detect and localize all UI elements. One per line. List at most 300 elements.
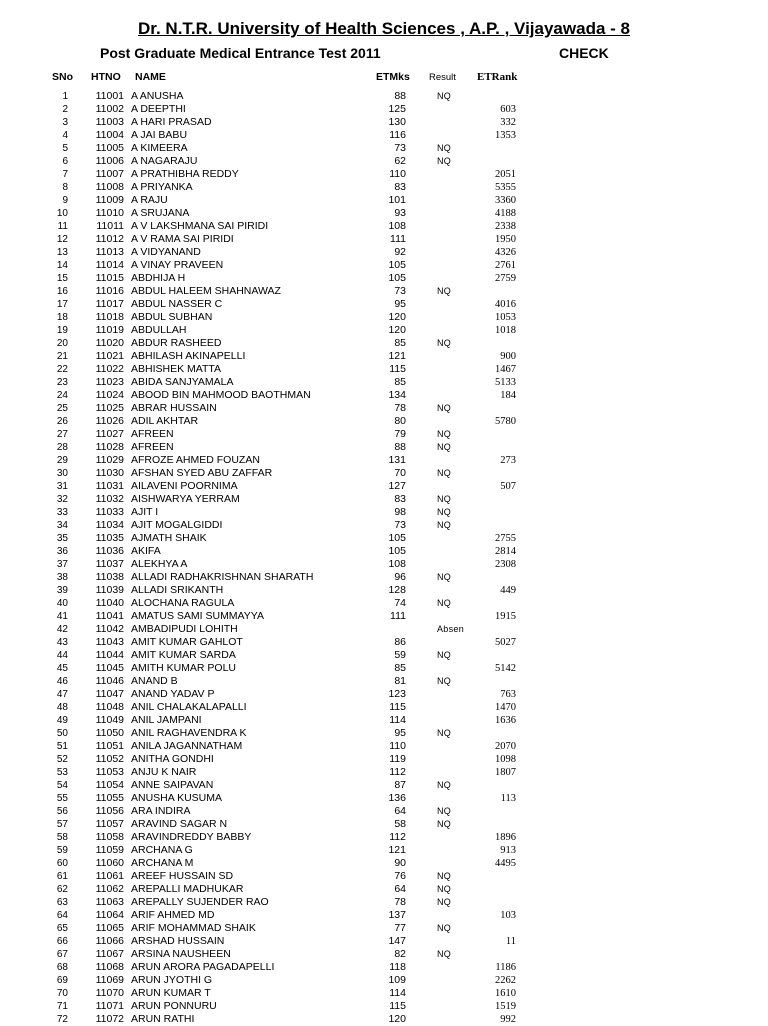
cell-etrank: 5027 (495, 637, 516, 648)
table-row (0, 493, 768, 506)
cell-etrank: 1519 (495, 1001, 516, 1012)
cell-sno: 29 (56, 455, 68, 466)
cell-sno: 24 (56, 390, 68, 401)
cell-sno: 9 (62, 195, 68, 206)
table-row (0, 142, 768, 155)
cell-name: ANAND YADAV P (131, 688, 215, 700)
university-title: Dr. N.T.R. University of Health Sciences , A.P. , Vijayawada - 8 (138, 19, 630, 38)
cell-etrank: 4188 (495, 208, 516, 219)
cell-htno: 11008 (95, 181, 124, 193)
cell-name: ABRAR HUSSAIN (131, 402, 217, 414)
cell-name: A VINAY PRAVEEN (131, 259, 224, 271)
cell-htno: 11010 (95, 207, 124, 219)
cell-sno: 63 (56, 897, 68, 908)
cell-etmks: 127 (388, 480, 406, 492)
cell-htno: 11047 (95, 688, 124, 700)
cell-sno: 68 (56, 962, 68, 973)
cell-htno: 11005 (95, 142, 124, 154)
cell-etmks: 79 (394, 428, 406, 440)
cell-sno: 53 (56, 767, 68, 778)
column-header-name: NAME (135, 71, 166, 83)
cell-htno: 11037 (95, 558, 124, 570)
cell-htno: 11053 (95, 766, 124, 778)
cell-sno: 49 (56, 715, 68, 726)
table-row (0, 935, 768, 948)
cell-etmks: 105 (388, 545, 406, 557)
cell-htno: 11023 (95, 376, 124, 388)
cell-htno: 11022 (95, 363, 124, 375)
cell-htno: 11031 (95, 480, 124, 492)
cell-sno: 38 (56, 572, 68, 583)
cell-name: A DEEPTHI (131, 103, 186, 115)
cell-etmks: 110 (389, 168, 406, 180)
cell-sno: 52 (56, 754, 68, 765)
cell-etmks: 130 (388, 116, 406, 128)
cell-sno: 54 (56, 780, 68, 791)
cell-etrank: 103 (500, 910, 516, 921)
cell-htno: 11071 (95, 1000, 124, 1012)
cell-etrank: 992 (500, 1014, 516, 1025)
table-row (0, 272, 768, 285)
cell-etmks: 111 (390, 610, 406, 622)
cell-name: ARAVIND SAGAR N (131, 818, 228, 830)
cell-etmks: 120 (388, 324, 406, 336)
cell-etmks: 77 (394, 922, 406, 934)
cell-etmks: 73 (394, 519, 406, 531)
cell-sno: 64 (56, 910, 68, 921)
cell-result: NQ (437, 468, 452, 478)
cell-result: NQ (437, 286, 452, 296)
cell-name: ABDHIJA H (131, 272, 186, 284)
cell-sno: 23 (56, 377, 68, 388)
cell-name: AJIT MOGALGIDDI (131, 519, 223, 531)
table-row (0, 688, 768, 701)
table-row (0, 155, 768, 168)
cell-etrank: 603 (500, 104, 516, 115)
cell-etmks: 137 (388, 909, 406, 921)
cell-sno: 47 (56, 689, 68, 700)
cell-etrank: 1807 (495, 767, 516, 778)
cell-name: ARCHANA M (131, 857, 194, 869)
cell-name: ANAND B (131, 675, 178, 687)
cell-sno: 17 (56, 299, 68, 310)
cell-etmks: 78 (394, 402, 406, 414)
cell-result: NQ (437, 429, 452, 439)
table-row (0, 857, 768, 870)
cell-sno: 12 (56, 234, 68, 245)
cell-etmks: 78 (394, 896, 406, 908)
cell-htno: 11017 (95, 298, 124, 310)
cell-htno: 11020 (95, 337, 124, 349)
cell-sno: 43 (56, 637, 68, 648)
cell-etrank: 273 (500, 455, 516, 466)
cell-htno: 11021 (95, 350, 124, 362)
table-row (0, 428, 768, 441)
cell-htno: 11024 (95, 389, 124, 401)
cell-sno: 66 (56, 936, 68, 947)
table-row (0, 636, 768, 649)
cell-etmks: 85 (394, 376, 406, 388)
cell-etmks: 116 (389, 129, 406, 141)
cell-htno: 11006 (95, 155, 124, 167)
cell-htno: 11029 (95, 454, 124, 466)
cell-htno: 11018 (95, 311, 124, 323)
cell-sno: 18 (56, 312, 68, 323)
cell-result: NQ (437, 403, 452, 413)
cell-result: NQ (437, 923, 452, 933)
cell-htno: 11061 (95, 870, 124, 882)
cell-etmks: 88 (394, 90, 406, 102)
cell-htno: 11057 (95, 818, 124, 830)
cell-sno: 55 (56, 793, 68, 804)
cell-etmks: 59 (394, 649, 406, 661)
table-row (0, 311, 768, 324)
table-row (0, 220, 768, 233)
cell-etrank: 2338 (495, 221, 516, 232)
cell-htno: 11069 (95, 974, 124, 986)
table-row (0, 103, 768, 116)
cell-htno: 11014 (95, 259, 124, 271)
cell-htno: 11019 (95, 324, 124, 336)
cell-etmks: 87 (394, 779, 406, 791)
cell-htno: 11026 (95, 415, 124, 427)
cell-result: NQ (437, 507, 452, 517)
table-row (0, 818, 768, 831)
cell-etmks: 125 (388, 103, 406, 115)
cell-name: A VIDYANAND (131, 246, 201, 258)
cell-etrank: 4326 (495, 247, 516, 258)
cell-sno: 45 (56, 663, 68, 674)
cell-name: ANIL CHALAKALAPALLI (131, 701, 247, 713)
cell-name: ARUN ARORA PAGADAPELLI (131, 961, 275, 973)
cell-etmks: 118 (389, 961, 406, 973)
cell-sno: 1 (62, 91, 68, 102)
cell-htno: 11039 (95, 584, 124, 596)
cell-sno: 35 (56, 533, 68, 544)
cell-htno: 11027 (95, 428, 124, 440)
cell-etrank: 1098 (495, 754, 516, 765)
cell-etrank: 11 (505, 936, 516, 947)
cell-result: NQ (437, 949, 452, 959)
cell-etmks: 112 (389, 831, 406, 843)
cell-etmks: 114 (389, 714, 406, 726)
cell-result: NQ (437, 806, 452, 816)
cell-etrank: 184 (500, 390, 516, 401)
cell-etmks: 110 (389, 740, 406, 752)
table-row (0, 207, 768, 220)
cell-htno: 11013 (95, 246, 124, 258)
cell-name: ARUN RATHI (131, 1013, 195, 1025)
cell-etmks: 81 (394, 675, 406, 687)
cell-name: ABDUR RASHEED (131, 337, 222, 349)
cell-name: ANJU K NAIR (131, 766, 197, 778)
cell-etmks: 105 (388, 272, 406, 284)
cell-sno: 30 (56, 468, 68, 479)
cell-etmks: 114 (389, 987, 406, 999)
cell-htno: 11067 (95, 948, 124, 960)
cell-htno: 11062 (95, 883, 124, 895)
cell-result: Absen (437, 624, 465, 634)
cell-name: ARA INDIRA (131, 805, 191, 817)
cell-result: NQ (437, 676, 452, 686)
cell-htno: 11054 (95, 779, 124, 791)
cell-name: ALLADI SRIKANTH (131, 584, 224, 596)
cell-etrank: 2759 (495, 273, 516, 284)
cell-etrank: 1186 (495, 962, 516, 973)
cell-result: NQ (437, 780, 452, 790)
cell-name: A PRATHIBHA REDDY (131, 168, 239, 180)
cell-result: NQ (437, 156, 452, 166)
cell-htno: 11072 (95, 1013, 124, 1025)
table-row (0, 194, 768, 207)
cell-name: A V RAMA SAI PIRIDI (131, 233, 234, 245)
cell-result: NQ (437, 871, 452, 881)
cell-name: AFREEN (131, 428, 174, 440)
cell-etmks: 101 (388, 194, 406, 206)
cell-name: ABDUL NASSER C (131, 298, 223, 310)
cell-htno: 11044 (95, 649, 124, 661)
cell-etmks: 121 (388, 844, 406, 856)
table-row (0, 168, 768, 181)
cell-sno: 41 (56, 611, 68, 622)
cell-sno: 36 (56, 546, 68, 557)
cell-etmks: 120 (388, 311, 406, 323)
cell-name: AJIT I (131, 506, 159, 518)
cell-etmks: 90 (394, 857, 406, 869)
cell-etmks: 108 (388, 558, 406, 570)
cell-etmks: 74 (394, 597, 406, 609)
cell-htno: 11068 (95, 961, 124, 973)
cell-htno: 11066 (95, 935, 124, 947)
cell-sno: 65 (56, 923, 68, 934)
cell-name: ALOCHANA RAGULA (131, 597, 235, 609)
cell-etmks: 95 (394, 298, 406, 310)
cell-sno: 60 (56, 858, 68, 869)
table-row (0, 519, 768, 532)
cell-etrank: 1467 (495, 364, 516, 375)
cell-sno: 62 (56, 884, 68, 895)
cell-sno: 14 (56, 260, 68, 271)
cell-sno: 8 (62, 182, 68, 193)
cell-sno: 44 (56, 650, 68, 661)
cell-htno: 11007 (95, 168, 124, 180)
cell-sno: 27 (56, 429, 68, 440)
cell-etrank: 5133 (495, 377, 516, 388)
cell-name: AFSHAN SYED ABU ZAFFAR (131, 467, 273, 479)
cell-htno: 11048 (95, 701, 124, 713)
table-row (0, 909, 768, 922)
cell-etrank: 332 (500, 117, 516, 128)
cell-sno: 10 (56, 208, 68, 219)
cell-etmks: 115 (389, 1000, 406, 1012)
cell-htno: 11001 (95, 90, 124, 102)
table-row (0, 1013, 768, 1026)
cell-htno: 11052 (95, 753, 124, 765)
table-row (0, 298, 768, 311)
cell-name: A V LAKSHMANA SAI PIRIDI (131, 220, 269, 232)
cell-name: AMBADIPUDI LOHITH (131, 623, 238, 635)
table-row (0, 389, 768, 402)
cell-sno: 42 (56, 624, 68, 635)
table-row (0, 116, 768, 129)
table-row (0, 259, 768, 272)
cell-result: NQ (437, 91, 452, 101)
cell-etrank: 449 (500, 585, 516, 596)
cell-sno: 11 (57, 221, 68, 232)
cell-htno: 11063 (95, 896, 124, 908)
cell-sno: 51 (56, 741, 68, 752)
table-row (0, 1000, 768, 1013)
cell-htno: 11036 (95, 545, 124, 557)
cell-htno: 11065 (95, 922, 124, 934)
cell-htno: 11025 (95, 402, 124, 414)
cell-htno: 11070 (95, 987, 124, 999)
cell-htno: 11011 (96, 220, 124, 232)
cell-etrank: 507 (500, 481, 516, 492)
cell-etrank: 2761 (495, 260, 516, 271)
cell-etrank: 1053 (495, 312, 516, 323)
cell-htno: 11033 (95, 506, 124, 518)
table-row (0, 805, 768, 818)
cell-htno: 11040 (95, 597, 124, 609)
table-row (0, 129, 768, 142)
cell-sno: 26 (56, 416, 68, 427)
cell-sno: 4 (62, 130, 68, 141)
cell-etrank: 2070 (495, 741, 516, 752)
cell-name: A KIMEERA (131, 142, 188, 154)
cell-sno: 61 (56, 871, 68, 882)
cell-etmks: 111 (390, 233, 406, 245)
cell-sno: 34 (56, 520, 68, 531)
cell-etmks: 82 (394, 948, 406, 960)
cell-result: NQ (437, 819, 452, 829)
table-row (0, 324, 768, 337)
cell-sno: 31 (56, 481, 68, 492)
cell-etmks: 123 (388, 688, 406, 700)
cell-etmks: 73 (394, 285, 406, 297)
cell-etrank: 913 (500, 845, 516, 856)
cell-etmks: 119 (389, 753, 406, 765)
cell-sno: 70 (56, 988, 68, 999)
table-row (0, 571, 768, 584)
cell-etmks: 62 (394, 155, 406, 167)
cell-sno: 48 (56, 702, 68, 713)
cell-sno: 2 (62, 104, 68, 115)
table-row (0, 974, 768, 987)
cell-etmks: 128 (388, 584, 406, 596)
cell-sno: 28 (56, 442, 68, 453)
table-row (0, 233, 768, 246)
table-row (0, 753, 768, 766)
cell-name: AFREEN (131, 441, 174, 453)
cell-etmks: 112 (389, 766, 406, 778)
cell-etrank: 1896 (495, 832, 516, 843)
cell-sno: 39 (56, 585, 68, 596)
cell-name: AMATUS SAMI SUMMAYYA (131, 610, 265, 622)
cell-name: ARIF AHMED MD (131, 909, 215, 921)
cell-sno: 69 (56, 975, 68, 986)
cell-htno: 11030 (95, 467, 124, 479)
cell-etrank: 5780 (495, 416, 516, 427)
cell-etmks: 70 (394, 467, 406, 479)
cell-name: AJMATH SHAIK (131, 532, 207, 544)
cell-etmks: 73 (394, 142, 406, 154)
cell-etrank: 2308 (495, 559, 516, 570)
cell-sno: 21 (56, 351, 68, 362)
cell-sno: 72 (56, 1014, 68, 1025)
cell-name: A ANUSHA (131, 90, 184, 102)
cell-name: AKIFA (131, 545, 161, 557)
table-row (0, 831, 768, 844)
cell-htno: 11046 (95, 675, 124, 687)
table-row (0, 337, 768, 350)
cell-htno: 11015 (95, 272, 124, 284)
cell-htno: 11043 (95, 636, 124, 648)
table-row (0, 584, 768, 597)
cell-name: ANILA JAGANNATHAM (131, 740, 243, 752)
cell-sno: 56 (56, 806, 68, 817)
cell-name: AISHWARYA YERRAM (131, 493, 240, 505)
cell-result: NQ (437, 897, 452, 907)
cell-result: NQ (437, 728, 452, 738)
cell-name: A RAJU (131, 194, 168, 206)
cell-etmks: 88 (394, 441, 406, 453)
cell-name: AMITH KUMAR POLU (131, 662, 237, 674)
cell-htno: 11032 (95, 493, 124, 505)
cell-htno: 11016 (95, 285, 124, 297)
cell-etmks: 80 (394, 415, 406, 427)
cell-sno: 67 (56, 949, 68, 960)
cell-sno: 59 (56, 845, 68, 856)
cell-name: ARSHAD HUSSAIN (131, 935, 225, 947)
cell-etmks: 136 (388, 792, 406, 804)
cell-etmks: 76 (394, 870, 406, 882)
table-row (0, 597, 768, 610)
table-row (0, 376, 768, 389)
table-row (0, 766, 768, 779)
cell-htno: 11051 (95, 740, 124, 752)
table-row (0, 181, 768, 194)
cell-etrank: 3360 (495, 195, 516, 206)
table-row (0, 675, 768, 688)
cell-sno: 58 (56, 832, 68, 843)
cell-sno: 32 (56, 494, 68, 505)
cell-sno: 20 (56, 338, 68, 349)
cell-etrank: 2051 (495, 169, 516, 180)
cell-htno: 11059 (95, 844, 124, 856)
cell-etrank: 1915 (495, 611, 516, 622)
table-row (0, 883, 768, 896)
cell-result: NQ (437, 572, 452, 582)
table-row (0, 649, 768, 662)
cell-name: ANIL JAMPANI (131, 714, 202, 726)
cell-name: A NAGARAJU (131, 155, 198, 167)
table-row (0, 610, 768, 623)
cell-sno: 6 (62, 156, 68, 167)
cell-etmks: 85 (394, 337, 406, 349)
cell-etrank: 5355 (495, 182, 516, 193)
cell-name: A SRUJANA (131, 207, 190, 219)
cell-name: ARAVINDREDDY BABBY (131, 831, 252, 843)
cell-name: ADIL AKHTAR (131, 415, 199, 427)
cell-etrank: 4495 (495, 858, 516, 869)
cell-etrank: 1018 (495, 325, 516, 336)
cell-etmks: 147 (388, 935, 406, 947)
table-row (0, 896, 768, 909)
cell-name: ALEKHYA A (131, 558, 188, 570)
cell-htno: 11012 (95, 233, 124, 245)
table-row (0, 532, 768, 545)
